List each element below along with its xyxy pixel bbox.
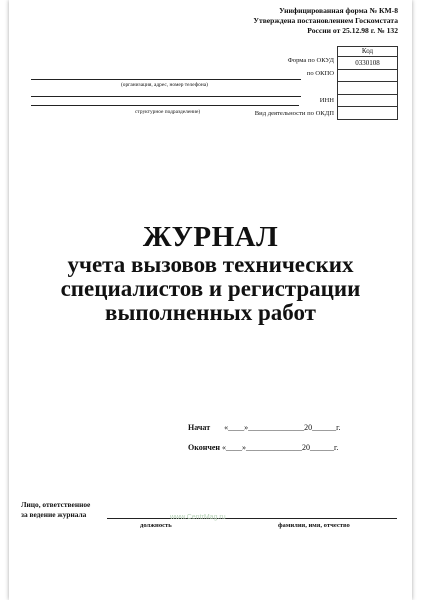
document-page — [9, 0, 412, 600]
journal-subtitle-3: выполненных работ — [105, 300, 316, 325]
inn-code — [338, 94, 397, 107]
unit-line — [31, 105, 299, 106]
form-title: Унифицированная форма № КМ-8 — [279, 6, 398, 15]
okud-label: Форма по ОКУД — [287, 57, 334, 64]
okpo-code — [338, 69, 397, 82]
started-row — [188, 423, 341, 432]
ended-date: «____»______________20______г. — [222, 443, 339, 452]
okdp-code — [338, 106, 397, 119]
approval-date-line: России от 25.12.98 г. № 132 — [307, 26, 398, 35]
responsible-line — [107, 518, 397, 519]
blank-code — [338, 81, 397, 94]
inn-label: ИНН — [319, 97, 334, 104]
okud-code: 0330108 — [338, 56, 397, 69]
name-caption: фамилия, имя, отчество — [278, 522, 350, 529]
journal-title: ЖУРНАЛ — [142, 221, 279, 253]
watermark: www.CentrMag.ru — [170, 514, 226, 521]
code-table — [337, 46, 398, 120]
code-header: Код — [338, 46, 397, 56]
org-line — [31, 79, 301, 80]
journal-subtitle-1: учета вызовов технических — [67, 252, 354, 277]
started-date: «____»______________20______г. — [224, 423, 341, 432]
approval-line: Утверждена постановлением Госкомстата — [253, 16, 398, 25]
journal-subtitle-2: специалистов и регистрации — [60, 276, 361, 301]
org-line-2 — [31, 96, 301, 97]
journal-title-block — [9, 221, 412, 325]
okdp-label: Вид деятельности по ОКДП — [254, 110, 334, 117]
okpo-label: по ОКПО — [306, 70, 334, 77]
org-caption: (организация, адрес, номер телефона) — [121, 82, 208, 88]
ended-row — [188, 443, 338, 452]
started-label: Начат — [188, 423, 211, 432]
position-caption: должность — [140, 522, 172, 529]
ended-label: Окончен — [188, 443, 221, 452]
unit-caption: структурное подразделение) — [135, 109, 201, 115]
responsible-label: Лицо, ответственное за ведение журнала — [21, 500, 91, 519]
